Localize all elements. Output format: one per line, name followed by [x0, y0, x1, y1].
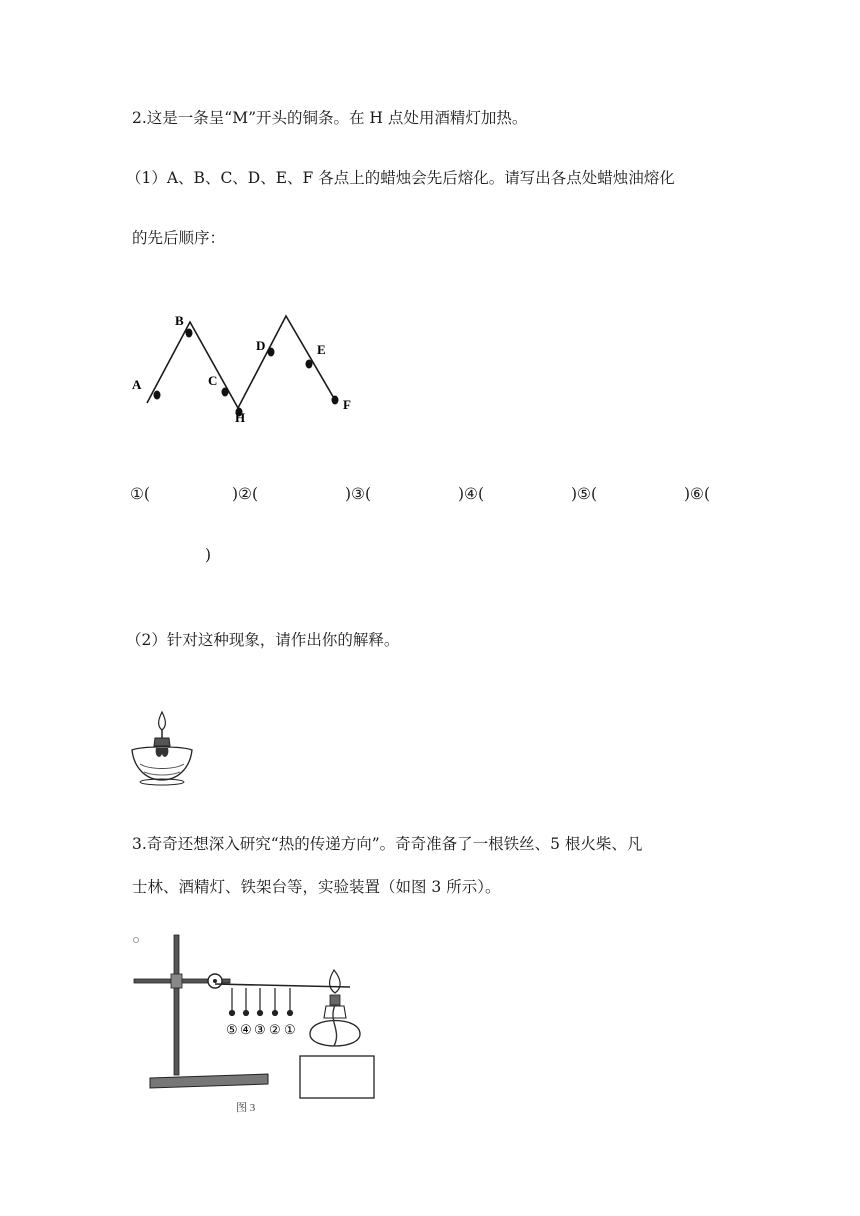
- label-a: A: [132, 377, 142, 392]
- candle-dot-a: [154, 391, 161, 400]
- label-c: C: [208, 373, 218, 388]
- lamp-box: [300, 1056, 374, 1098]
- alcohol-lamp-illustration: [126, 708, 196, 788]
- q2-title: 2.这是一条呈“M”开头的铜条。在 H 点处用酒精灯加热。: [132, 109, 528, 127]
- label-h: H: [235, 410, 246, 425]
- candle-dot-d: [268, 348, 275, 357]
- match-num-5: ⑤: [226, 1022, 238, 1037]
- match-num-4: ④: [240, 1022, 252, 1037]
- m-copper-strip-figure: [125, 305, 385, 435]
- order-blanks: [130, 485, 730, 507]
- corner-mark: [134, 938, 139, 943]
- blank-6[interactable]: )⑥(: [684, 485, 710, 503]
- match-num-1: ①: [284, 1022, 296, 1037]
- blank-3[interactable]: )③(: [345, 485, 371, 503]
- figure-3-experiment: [128, 930, 378, 1115]
- label-f: F: [343, 397, 351, 412]
- label-b: B: [175, 313, 184, 328]
- blank-4[interactable]: )④(: [458, 485, 484, 503]
- q2-part1-line1: （1）A、B、C、D、E、F 各点上的蜡烛会先后熔化。请写出各点处蜡烛油熔化: [126, 169, 675, 187]
- q3-line1: 3.奇奇还想深入研究“热的传递方向”。奇奇准备了一根铁丝、5 根火柴、凡: [132, 835, 643, 853]
- lamp-shadow: [144, 772, 180, 775]
- flame: [159, 712, 166, 730]
- blank-2[interactable]: )②(: [232, 485, 258, 503]
- blank-1[interactable]: ①(: [130, 485, 150, 503]
- lamp-liquid: [140, 764, 184, 769]
- blank-5[interactable]: )⑤(: [571, 485, 597, 503]
- match-num-3: ③: [254, 1022, 266, 1037]
- label-e: E: [317, 342, 326, 357]
- candle-dot-b: [186, 329, 193, 338]
- candle-dot-e: [306, 360, 313, 369]
- q2-part1-line2: 的先后顺序：: [132, 229, 226, 247]
- q3-line2: 士林、酒精灯、铁架台等，实验装置（如图 3 所示）。: [132, 878, 501, 896]
- figure-caption: 图 3: [236, 1102, 256, 1114]
- blank-6-close: ): [205, 546, 212, 564]
- label-d: D: [256, 338, 266, 353]
- clamp-block: [171, 974, 182, 988]
- lamp-neck: [154, 738, 170, 746]
- lamp-cap: [330, 995, 340, 1005]
- lamp-inner: [156, 748, 169, 757]
- lamp-flame: [330, 970, 341, 993]
- lamp-neck-3: [324, 1006, 346, 1018]
- q2-part2: （2）针对这种现象，请作出你的解释。: [126, 631, 400, 649]
- stand-base: [150, 1074, 268, 1088]
- candle-dot-f: [332, 396, 339, 405]
- match-num-2: ②: [269, 1022, 281, 1037]
- clamp-knob-center: [213, 979, 217, 983]
- matches: [230, 988, 293, 1016]
- stand-rod: [174, 935, 179, 1075]
- candle-dot-c: [222, 388, 229, 397]
